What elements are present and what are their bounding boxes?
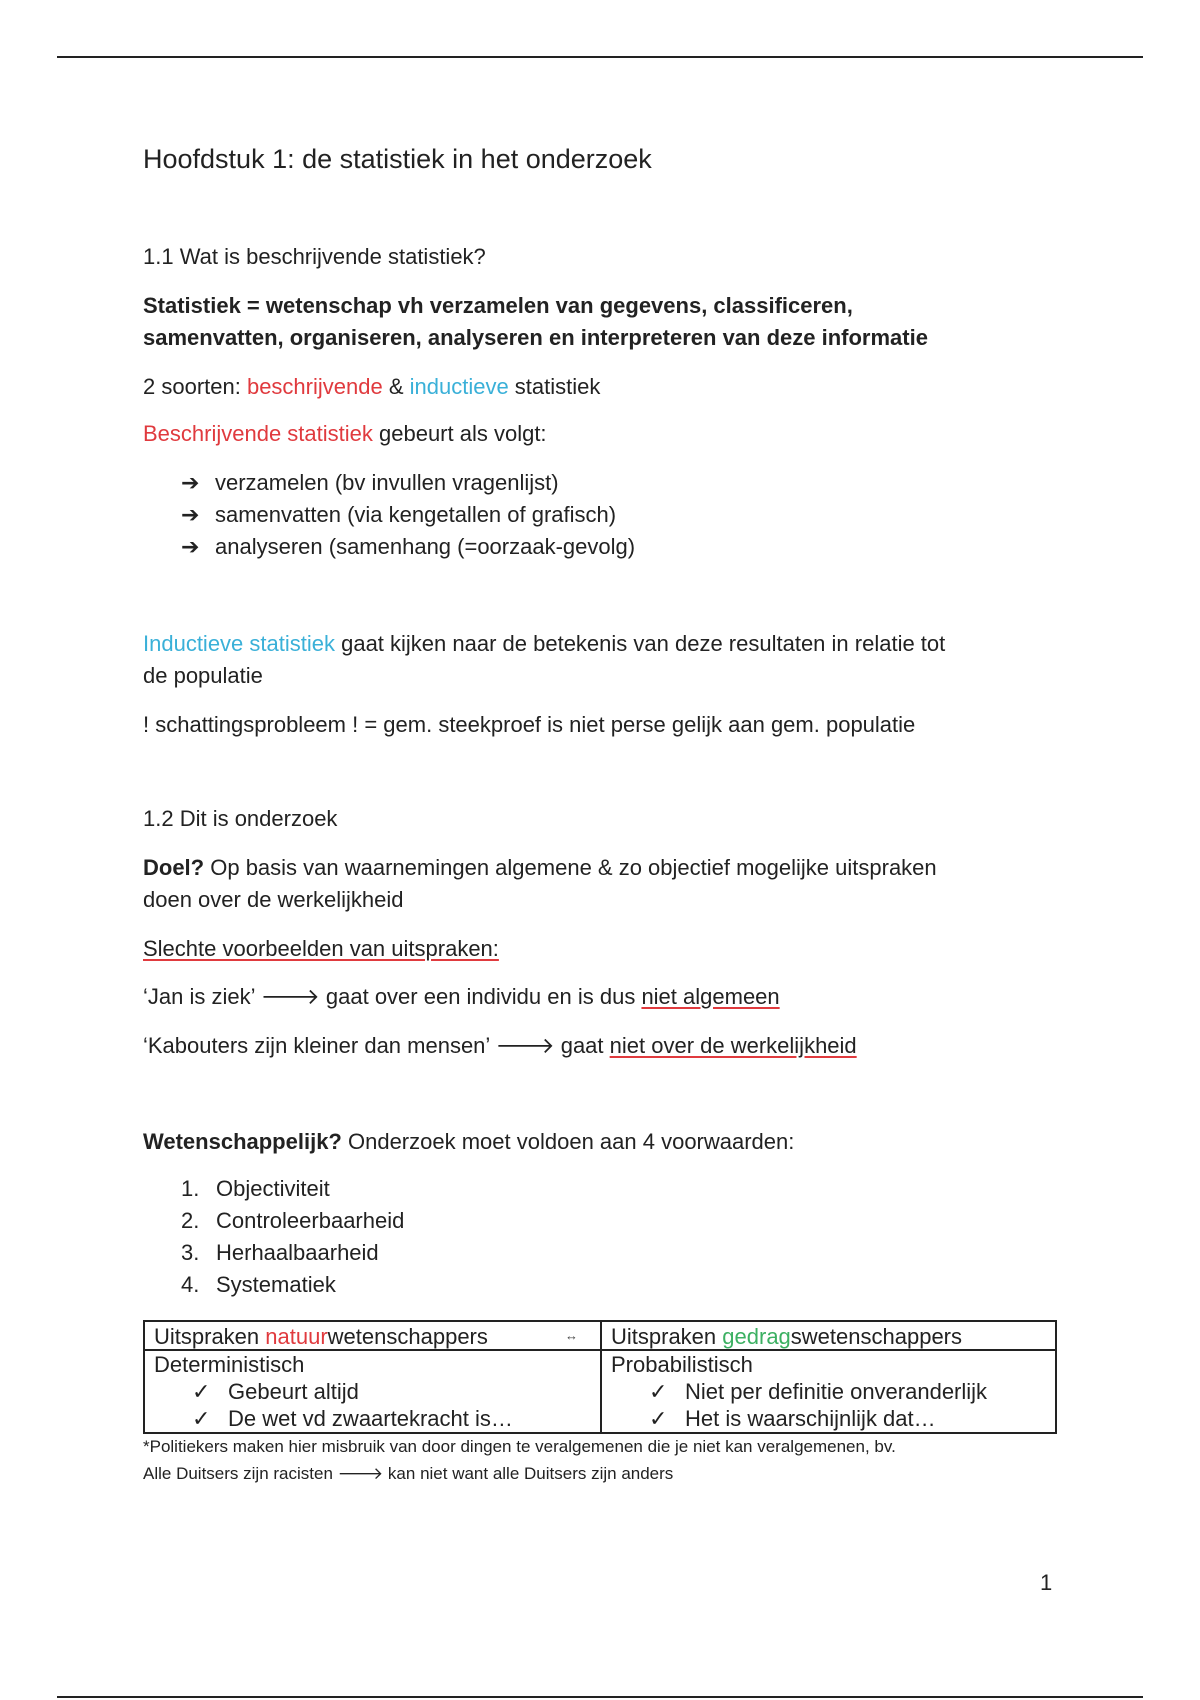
schattingsprobleem-line: ! schattingsprobleem ! = gem. steekproef is niet perse gelijk aan gem. populatie <box>143 712 916 737</box>
example-2-underlined: niet over de werkelijkheid <box>609 1033 857 1058</box>
voorwaarde-label: Controleerbaarheid <box>216 1208 405 1233</box>
voorwaarde-label: Objectiviteit <box>216 1176 330 1201</box>
step-label: analyseren (samenhang (=oorzaak-gevolg) <box>215 534 636 559</box>
list-number: 1. <box>181 1176 200 1201</box>
page-number: 1 <box>1040 1570 1053 1595</box>
check-icon: ✓ <box>192 1379 211 1404</box>
header-left-prefix: Uitspraken <box>154 1324 266 1349</box>
probabilistisch-label: Probabilistisch <box>611 1352 753 1377</box>
header-left-colored: natuur <box>265 1324 328 1349</box>
header-right-suffix: swetenschappers <box>790 1324 963 1349</box>
header-right-colored: gedrag <box>722 1324 791 1349</box>
arrow-icon: ➔ <box>181 470 200 495</box>
swap-arrow-icon: ↔ <box>565 1328 578 1343</box>
soorten-amp: & <box>382 374 410 399</box>
table-header-right <box>611 1324 962 1350</box>
list-number: 3. <box>181 1240 200 1265</box>
footer-rule <box>57 1696 1143 1698</box>
check-icon: ✓ <box>649 1379 668 1404</box>
soorten-line <box>143 371 600 403</box>
list-number: 2. <box>181 1208 200 1233</box>
example-2-text: ‘Kabouters zijn kleiner dan mensen’ 🡒 gaat <box>143 1033 610 1058</box>
example-line-1 <box>143 981 780 1013</box>
right-item-label: Niet per definitie onveranderlijk <box>685 1379 988 1404</box>
section-heading-1-1: 1.1 Wat is beschrijvende statistiek? <box>143 244 486 269</box>
section-heading-1-2: 1.2 Dit is onderzoek <box>143 806 338 831</box>
header-right-prefix: Uitspraken <box>611 1324 723 1349</box>
example-1-underlined: niet algemeen <box>641 984 780 1009</box>
wetenschappelijk-label: Wetenschappelijk? <box>143 1129 342 1154</box>
beschrijvende-rest: gebeurt als volgt: <box>372 421 547 446</box>
list-item <box>181 1237 404 1269</box>
deterministisch-label: Deterministisch <box>154 1352 305 1377</box>
inductieve-line-1 <box>143 628 945 660</box>
step-label: samenvatten (via kengetallen of grafisch) <box>215 502 617 527</box>
left-item-label: Gebeurt altijd <box>228 1379 359 1404</box>
definition-line-2: samenvatten, organiseren, analyseren en interpreteren van deze informatie <box>143 325 928 350</box>
left-item-label: De wet vd zwaartekracht is… <box>228 1406 513 1431</box>
table-row <box>192 1406 513 1432</box>
voorwaarde-label: Herhaalbaarheid <box>216 1240 379 1265</box>
soorten-prefix: 2 soorten: <box>143 374 247 399</box>
table-row <box>649 1406 936 1432</box>
table-row <box>192 1379 359 1405</box>
soorten-beschrijvende: beschrijvende <box>246 374 383 399</box>
table-column-divider <box>600 1322 602 1432</box>
doel-label: Doel? <box>143 855 205 880</box>
list-number: 4. <box>181 1272 200 1297</box>
doel-line-1 <box>143 852 937 884</box>
wetenschappelijk-text: Onderzoek moet voldoen aan 4 voorwaarden: <box>341 1129 795 1154</box>
inductieve-line-2: de populatie <box>143 663 263 688</box>
footnote-line-1: *Politiekers maken hier misbruik van door dingen te veralgemenen die je niet kan veralgemenen, bv. <box>143 1437 896 1456</box>
soorten-inductieve: inductieve <box>409 374 509 399</box>
example-line-2 <box>143 1030 857 1062</box>
beschrijvende-term: Beschrijvende statistiek <box>143 421 373 446</box>
definition-line-1: Statistiek = wetenschap vh verzamelen van gegevens, classificeren, <box>143 293 853 318</box>
header-rule <box>57 56 1143 58</box>
doel-text: Op basis van waarnemingen algemene & zo objectief mogelijke uitspraken <box>204 855 937 880</box>
inductieve-term: Inductieve statistiek <box>143 631 335 656</box>
wetenschappelijk-line <box>143 1126 794 1158</box>
list-item <box>181 531 635 563</box>
soorten-suffix: statistiek <box>508 374 601 399</box>
list-item <box>181 1205 404 1237</box>
check-icon: ✓ <box>649 1406 668 1431</box>
arrow-icon: ➔ <box>181 502 200 527</box>
step-label: verzamelen (bv invullen vragenlijst) <box>215 470 559 495</box>
slechte-voorbeelden-heading: Slechte voorbeelden van uitspraken: <box>143 936 499 961</box>
arrow-icon: ➔ <box>181 534 200 559</box>
right-item-label: Het is waarschijnlijk dat… <box>685 1406 936 1431</box>
inductieve-rest: gaat kijken naar de betekenis van deze resultaten in relatie tot <box>334 631 946 656</box>
header-left-suffix: wetenschappers <box>327 1324 488 1349</box>
doel-line-2: doen over de werkelijkheid <box>143 887 404 912</box>
voorwaarden-list <box>181 1173 404 1301</box>
list-item <box>181 1173 404 1205</box>
list-item <box>181 467 635 499</box>
steps-list <box>181 467 635 563</box>
table-header-left <box>154 1324 488 1350</box>
comparison-table <box>143 1320 1057 1434</box>
footnote-line-2: Alle Duitsers zijn racisten 🡒 kan niet want alle Duitsers zijn anders <box>143 1464 674 1483</box>
check-icon: ✓ <box>192 1406 211 1431</box>
table-row <box>649 1379 987 1405</box>
example-1-text: ‘Jan is ziek’ 🡒 gaat over een individu en is dus <box>143 984 642 1009</box>
list-item <box>181 1269 404 1301</box>
list-item <box>181 499 635 531</box>
page-title: Hoofdstuk 1: de statistiek in het onderzoek <box>143 144 652 174</box>
voorwaarde-label: Systematiek <box>216 1272 336 1297</box>
beschrijvende-line <box>143 418 547 450</box>
